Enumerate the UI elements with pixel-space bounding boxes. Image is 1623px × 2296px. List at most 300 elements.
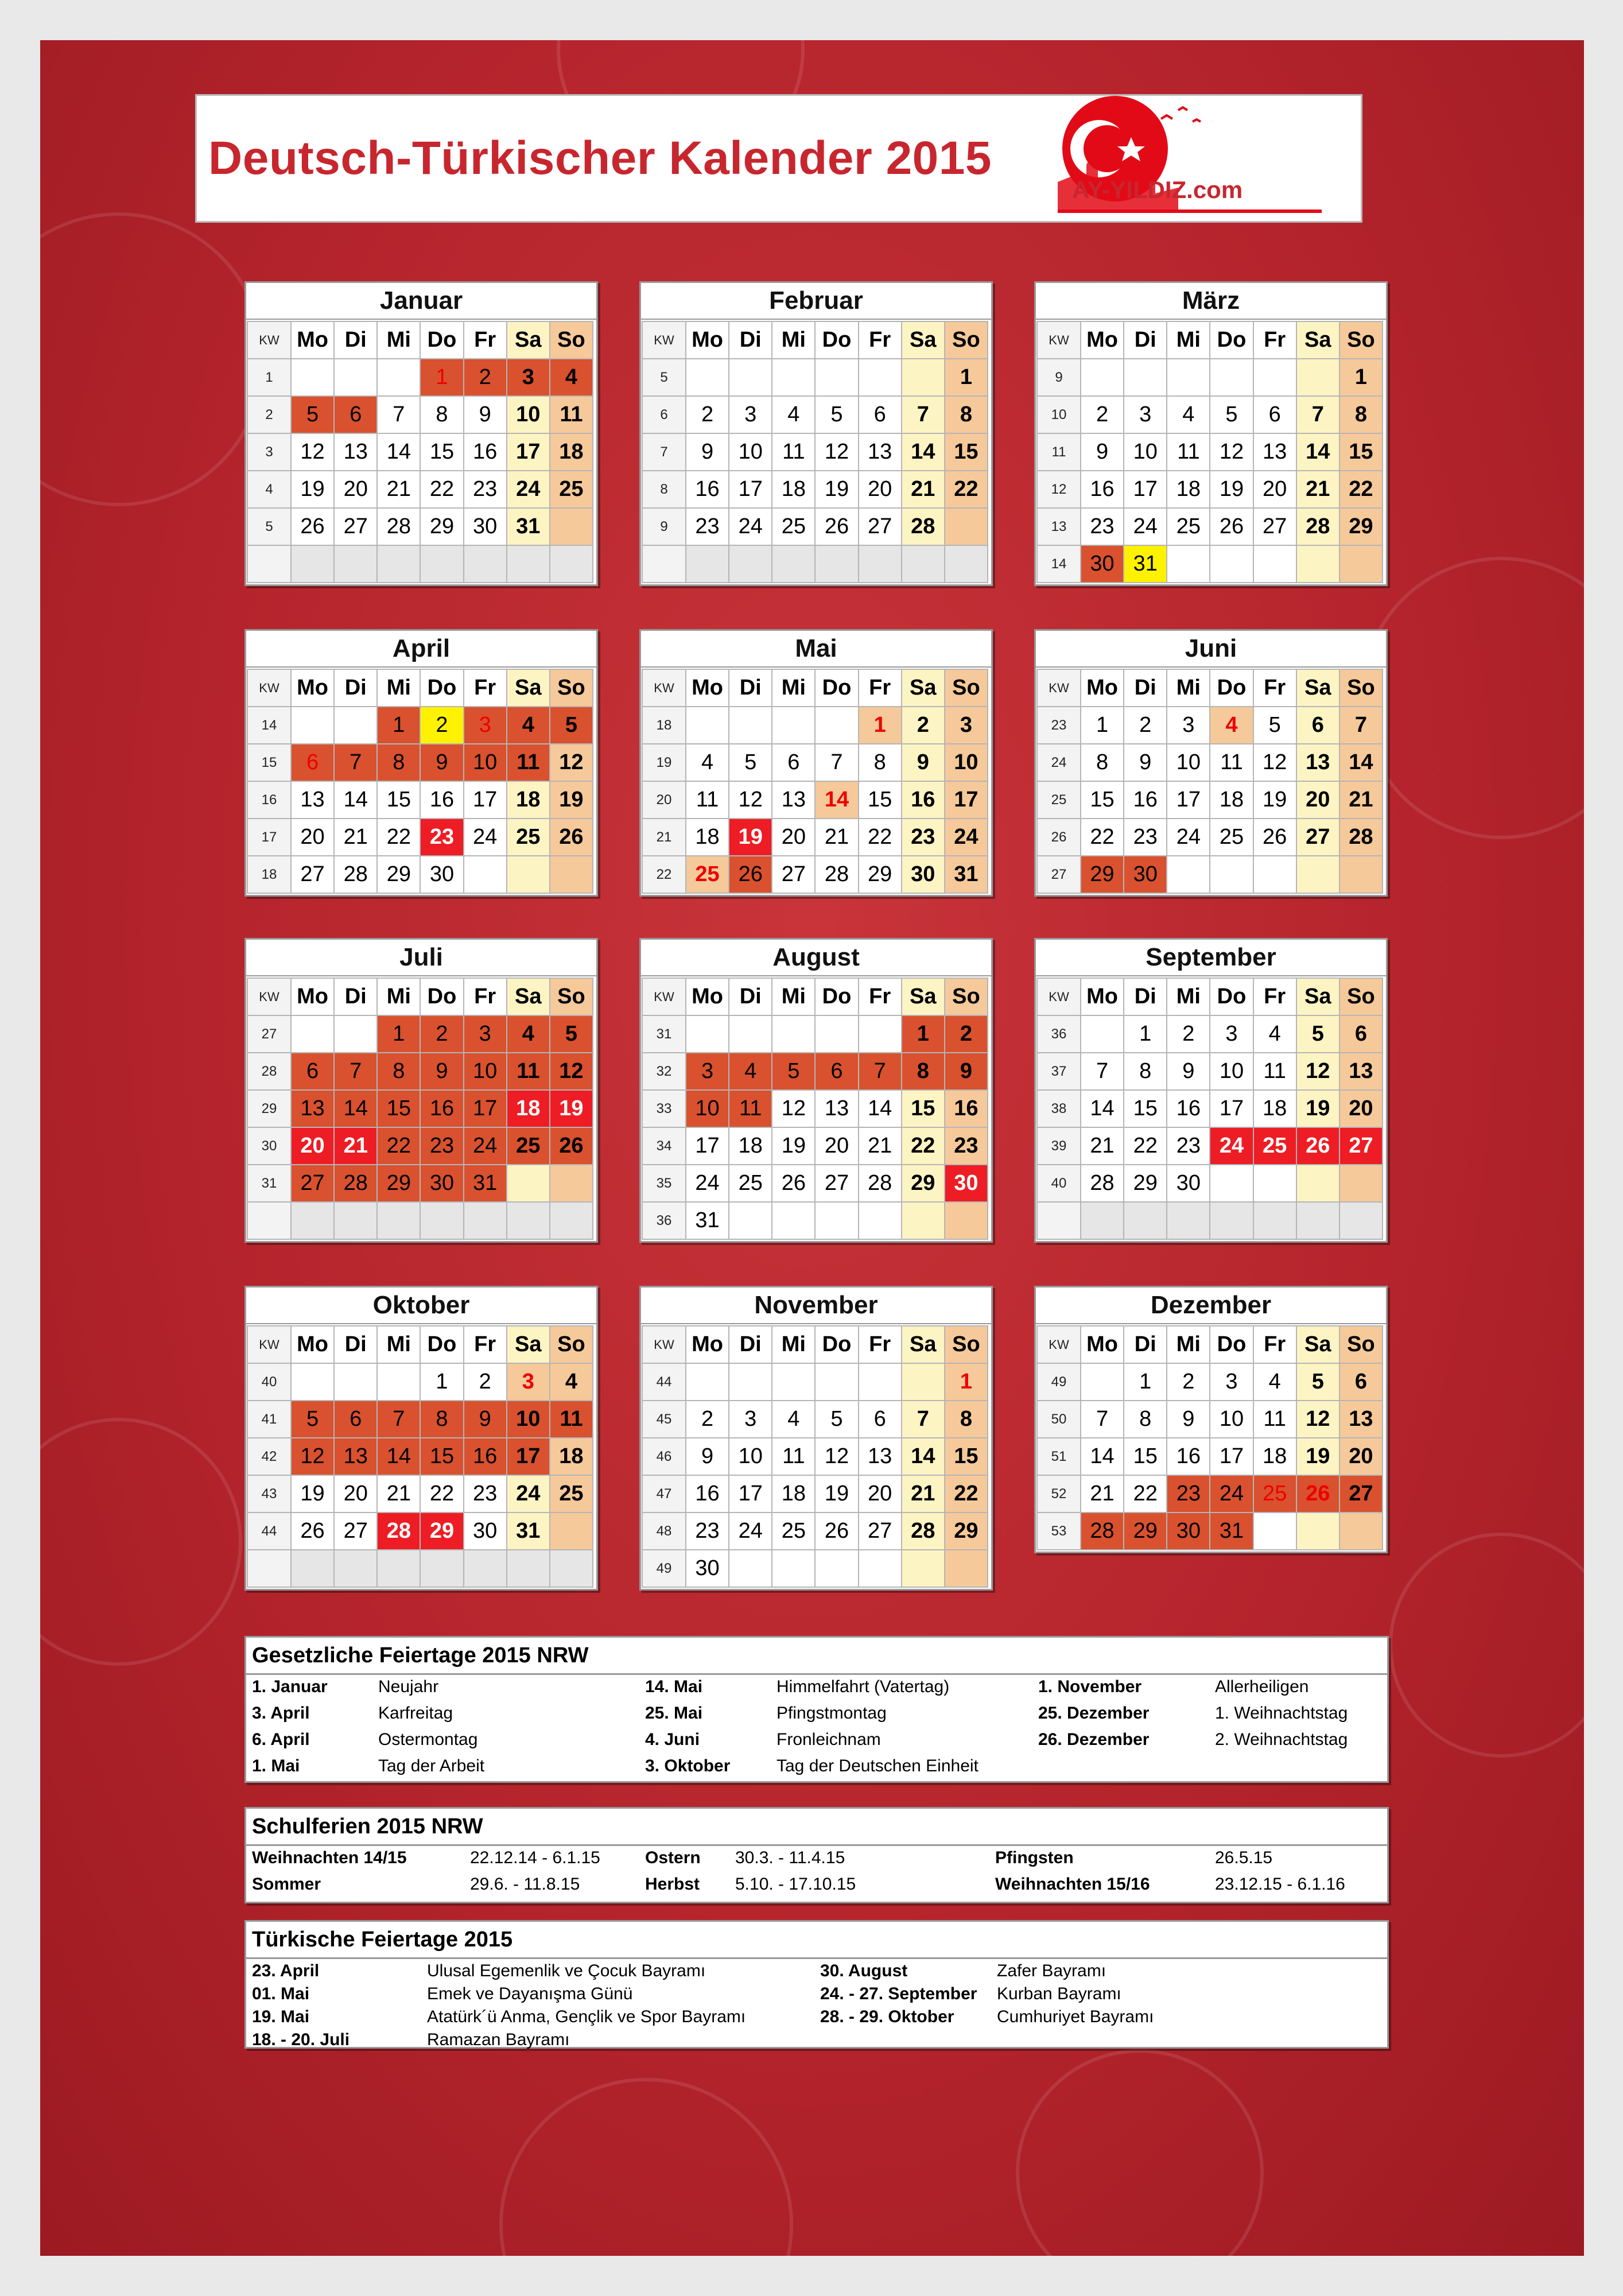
- week-number: 6: [642, 396, 686, 433]
- empty-day-cell: [729, 1363, 772, 1401]
- day-cell: 16: [945, 1090, 988, 1127]
- day-cell: 17: [464, 1090, 507, 1127]
- day-cell: 14: [1296, 433, 1339, 471]
- day-cell: 9: [1167, 1401, 1210, 1438]
- empty-day-cell: [291, 1550, 334, 1587]
- empty-day-cell: [772, 1363, 815, 1401]
- week-number: [1037, 1202, 1081, 1239]
- week-number: 23: [1037, 707, 1081, 744]
- holiday-date: 24. - 27. September: [820, 1984, 977, 2003]
- weekday-header: Mi: [772, 669, 815, 707]
- ornament-swirl: [1389, 1533, 1584, 1758]
- holiday-name: Karfreitag: [378, 1704, 453, 1723]
- empty-day-cell: [729, 1202, 772, 1239]
- day-cell: 10: [464, 744, 507, 781]
- day-cell: 23: [420, 1127, 463, 1165]
- day-cell: 14: [1081, 1090, 1124, 1127]
- weekday-header: Di: [334, 669, 377, 707]
- day-cell: 11: [1253, 1053, 1296, 1090]
- week-number: 11: [1037, 433, 1081, 471]
- weekday-header: Mo: [686, 669, 729, 707]
- day-cell: 7: [377, 1401, 420, 1438]
- day-cell: 25: [1253, 1127, 1296, 1165]
- week-number: 27: [1037, 856, 1081, 893]
- week-number: 37: [1037, 1053, 1081, 1090]
- week-number: [642, 545, 686, 583]
- day-cell: 17: [1124, 471, 1167, 508]
- day-cell: 2: [1081, 396, 1124, 433]
- week-number: 38: [1037, 1090, 1081, 1127]
- empty-day-cell: [1339, 545, 1383, 583]
- week-number: 36: [642, 1202, 686, 1239]
- day-cell: 4: [772, 396, 815, 433]
- day-cell: 23: [464, 1475, 507, 1512]
- week-number: 3: [247, 433, 291, 471]
- holiday-name: Pfingstmontag: [776, 1704, 887, 1723]
- empty-day-cell: [686, 1015, 729, 1053]
- day-cell: 3: [686, 1053, 729, 1090]
- day-cell: 11: [507, 744, 550, 781]
- week-number-header: KW: [247, 1326, 291, 1363]
- day-cell: 29: [420, 508, 463, 545]
- week-number: [247, 1550, 291, 1587]
- week-number: 44: [247, 1512, 291, 1550]
- empty-day-cell: [334, 1202, 377, 1239]
- day-cell: 12: [550, 744, 593, 781]
- holiday-name: 2. Weihnachtstag: [1215, 1730, 1348, 1749]
- weekday-header: Do: [815, 669, 858, 707]
- month-name: Februar: [641, 283, 991, 320]
- week-number: 29: [247, 1090, 291, 1127]
- day-cell: 29: [1339, 508, 1383, 545]
- empty-day-cell: [686, 545, 729, 583]
- week-number: 9: [1037, 359, 1081, 396]
- empty-day-cell: [772, 1202, 815, 1239]
- week-number: 43: [247, 1475, 291, 1512]
- day-cell: 17: [1210, 1438, 1253, 1475]
- holiday-date: 19. Mai: [252, 2007, 310, 2026]
- week-number: 2: [247, 396, 291, 433]
- week-number-header: KW: [642, 321, 686, 359]
- empty-day-cell: [334, 359, 377, 396]
- holiday-name: Cumhuriyet Bayramı: [997, 2007, 1154, 2026]
- day-cell: 18: [772, 471, 815, 508]
- week-number: 7: [642, 433, 686, 471]
- day-cell: 1: [1339, 359, 1383, 396]
- empty-day-cell: [945, 1202, 988, 1239]
- week-number: 14: [1037, 545, 1081, 583]
- weekday-header: Mo: [291, 321, 334, 359]
- day-cell: 29: [420, 1512, 463, 1550]
- weekday-header: Sa: [507, 978, 550, 1015]
- weekday-header: Do: [1210, 321, 1253, 359]
- day-cell: 6: [1339, 1363, 1383, 1401]
- day-cell: 29: [1124, 1512, 1167, 1550]
- empty-day-cell: [1167, 1202, 1210, 1239]
- school-holidays-panel: [244, 1807, 1389, 1903]
- holiday-name: Himmelfahrt (Vatertag): [776, 1677, 950, 1696]
- day-cell: 19: [291, 1475, 334, 1512]
- empty-day-cell: [334, 1015, 377, 1053]
- empty-day-cell: [1339, 1512, 1383, 1550]
- day-cell: 6: [1296, 707, 1339, 744]
- empty-day-cell: [729, 545, 772, 583]
- week-number: 51: [1037, 1438, 1081, 1475]
- ornament-swirl: [1016, 2049, 1264, 2256]
- day-cell: 14: [334, 781, 377, 819]
- weekday-header: Fr: [464, 1326, 507, 1363]
- day-cell: 21: [1081, 1127, 1124, 1165]
- day-cell: 8: [945, 1401, 988, 1438]
- empty-day-cell: [686, 707, 729, 744]
- holiday-name: Tag der Arbeit: [378, 1756, 485, 1775]
- day-cell: 25: [772, 1512, 815, 1550]
- day-cell: 10: [1167, 744, 1210, 781]
- week-number-header: KW: [642, 669, 686, 707]
- day-cell: 29: [902, 1165, 945, 1202]
- day-cell: 11: [772, 1438, 815, 1475]
- empty-day-cell: [1167, 359, 1210, 396]
- empty-day-cell: [291, 1202, 334, 1239]
- day-cell: 6: [334, 396, 377, 433]
- day-cell: 28: [1339, 819, 1383, 856]
- day-cell: 13: [772, 781, 815, 819]
- day-cell: 20: [1339, 1438, 1383, 1475]
- week-number: 21: [642, 819, 686, 856]
- weekday-header: Fr: [1253, 1326, 1296, 1363]
- day-cell: 5: [291, 396, 334, 433]
- day-cell: 28: [377, 508, 420, 545]
- day-cell: 19: [729, 819, 772, 856]
- day-cell: 3: [507, 359, 550, 396]
- day-cell: 4: [772, 1401, 815, 1438]
- holiday-name: Tag der Deutschen Einheit: [776, 1756, 979, 1775]
- day-cell: 4: [507, 1015, 550, 1053]
- day-cell: 6: [291, 744, 334, 781]
- day-cell: 3: [1210, 1363, 1253, 1401]
- day-cell: 28: [334, 1165, 377, 1202]
- day-cell: 17: [729, 471, 772, 508]
- tuerkische-row: [246, 1982, 1387, 2005]
- day-cell: 18: [507, 781, 550, 819]
- day-cell: 23: [902, 819, 945, 856]
- day-cell: 4: [550, 359, 593, 396]
- day-cell: 17: [1167, 781, 1210, 819]
- month-grid: [247, 1325, 593, 1588]
- week-number: 31: [642, 1015, 686, 1053]
- day-cell: 1: [377, 707, 420, 744]
- weekday-header: Mi: [772, 978, 815, 1015]
- day-cell: 2: [1167, 1363, 1210, 1401]
- empty-day-cell: [1296, 1165, 1339, 1202]
- day-cell: 1: [1124, 1363, 1167, 1401]
- day-cell: 28: [1296, 508, 1339, 545]
- weekday-header: Sa: [1296, 1326, 1339, 1363]
- month-november: [639, 1286, 993, 1591]
- day-cell: 10: [464, 1053, 507, 1090]
- empty-day-cell: [772, 545, 815, 583]
- day-cell: 22: [902, 1127, 945, 1165]
- day-cell: 15: [377, 781, 420, 819]
- weekday-header: Mi: [1167, 321, 1210, 359]
- weekday-header: Sa: [507, 321, 550, 359]
- weekday-header: So: [550, 669, 593, 707]
- empty-day-cell: [291, 707, 334, 744]
- weekday-header: Di: [729, 669, 772, 707]
- day-cell: 18: [507, 1090, 550, 1127]
- empty-day-cell: [815, 1015, 858, 1053]
- day-cell: 3: [945, 707, 988, 744]
- week-number: 15: [247, 744, 291, 781]
- holiday-date: Pfingsten: [995, 1848, 1074, 1867]
- empty-day-cell: [859, 1363, 902, 1401]
- week-number: 30: [247, 1127, 291, 1165]
- holiday-date: 18. - 20. Juli: [252, 2030, 350, 2049]
- empty-day-cell: [859, 545, 902, 583]
- weekday-header: So: [550, 1326, 593, 1363]
- empty-day-cell: [550, 1165, 593, 1202]
- month-name: August: [641, 940, 991, 976]
- day-cell: 28: [1081, 1512, 1124, 1550]
- day-cell: 2: [1167, 1015, 1210, 1053]
- weekday-header: Do: [420, 1326, 463, 1363]
- empty-day-cell: [464, 856, 507, 893]
- day-cell: 5: [729, 744, 772, 781]
- day-cell: 1: [377, 1015, 420, 1053]
- day-cell: 17: [464, 781, 507, 819]
- weekday-header: Mo: [686, 1326, 729, 1363]
- month-name: Dezember: [1036, 1287, 1386, 1324]
- day-cell: 24: [945, 819, 988, 856]
- day-cell: 5: [550, 1015, 593, 1053]
- empty-day-cell: [1339, 856, 1383, 893]
- day-cell: 20: [859, 471, 902, 508]
- day-cell: 2: [420, 707, 463, 744]
- week-number: 18: [642, 707, 686, 744]
- empty-day-cell: [420, 545, 463, 583]
- weekday-header: Fr: [859, 321, 902, 359]
- day-cell: 12: [815, 1438, 858, 1475]
- day-cell: 20: [334, 471, 377, 508]
- month-name: September: [1036, 940, 1386, 976]
- day-cell: 4: [686, 744, 729, 781]
- week-number: 22: [642, 856, 686, 893]
- empty-day-cell: [1124, 1202, 1167, 1239]
- day-cell: 22: [1124, 1127, 1167, 1165]
- empty-day-cell: [1253, 1512, 1296, 1550]
- ornament-swirl: [499, 2078, 793, 2256]
- german-holidays-panel: [244, 1636, 1389, 1783]
- week-number: 45: [642, 1401, 686, 1438]
- day-cell: 20: [291, 1127, 334, 1165]
- gesetzliche-row: [246, 1728, 1387, 1754]
- holiday-date: Sommer: [252, 1875, 321, 1894]
- weekday-header: Do: [815, 978, 858, 1015]
- weekday-header: Di: [1124, 669, 1167, 707]
- day-cell: 16: [1124, 781, 1167, 819]
- day-cell: 19: [550, 1090, 593, 1127]
- day-cell: 27: [291, 856, 334, 893]
- empty-day-cell: [334, 545, 377, 583]
- day-cell: 22: [1124, 1475, 1167, 1512]
- day-cell: 15: [1124, 1438, 1167, 1475]
- day-cell: 10: [945, 744, 988, 781]
- weekday-header: Mi: [377, 978, 420, 1015]
- day-cell: 18: [1253, 1438, 1296, 1475]
- day-cell: 25: [550, 471, 593, 508]
- day-cell: 28: [902, 1512, 945, 1550]
- day-cell: 16: [1081, 471, 1124, 508]
- day-cell: 16: [464, 1438, 507, 1475]
- day-cell: 16: [420, 781, 463, 819]
- tuerkische-row: [246, 2028, 1387, 2051]
- day-cell: 25: [550, 1475, 593, 1512]
- week-number: 27: [247, 1015, 291, 1053]
- day-cell: 19: [1296, 1090, 1339, 1127]
- day-cell: 31: [507, 1512, 550, 1550]
- month-september: [1034, 938, 1388, 1243]
- day-cell: 5: [815, 396, 858, 433]
- weekday-header: Mi: [772, 321, 815, 359]
- day-cell: 5: [815, 1401, 858, 1438]
- day-cell: 12: [291, 1438, 334, 1475]
- empty-day-cell: [1253, 359, 1296, 396]
- holiday-date: Weihnachten 15/16: [995, 1875, 1150, 1894]
- empty-day-cell: [815, 359, 858, 396]
- logo-text: AY-YILDIZ.com: [1072, 176, 1243, 203]
- empty-day-cell: [507, 545, 550, 583]
- empty-day-cell: [1339, 1202, 1383, 1239]
- day-cell: 27: [1296, 819, 1339, 856]
- day-cell: 10: [507, 1401, 550, 1438]
- empty-day-cell: [464, 1202, 507, 1239]
- day-cell: 14: [377, 433, 420, 471]
- holiday-date: Herbst: [645, 1875, 700, 1894]
- day-cell: 2: [902, 707, 945, 744]
- day-cell: 27: [1339, 1127, 1383, 1165]
- holiday-name: Kurban Bayramı: [997, 1984, 1121, 2003]
- day-cell: 25: [686, 856, 729, 893]
- holiday-date: 23. April: [252, 1961, 320, 1980]
- day-cell: 10: [1210, 1053, 1253, 1090]
- empty-day-cell: [1253, 1202, 1296, 1239]
- empty-day-cell: [686, 359, 729, 396]
- day-cell: 8: [859, 744, 902, 781]
- day-cell: 6: [859, 1401, 902, 1438]
- day-cell: 28: [815, 856, 858, 893]
- weekday-header: Mi: [1167, 1326, 1210, 1363]
- day-cell: 3: [1210, 1015, 1253, 1053]
- day-cell: 18: [1167, 471, 1210, 508]
- day-cell: 21: [1296, 471, 1339, 508]
- day-cell: 27: [1253, 508, 1296, 545]
- week-number: 17: [247, 819, 291, 856]
- month-august: [639, 938, 993, 1243]
- weekday-header: So: [945, 1326, 988, 1363]
- day-cell: 21: [902, 1475, 945, 1512]
- day-cell: 15: [377, 1090, 420, 1127]
- month-grid: [247, 321, 593, 583]
- week-number-header: KW: [247, 321, 291, 359]
- weekday-header: Do: [420, 321, 463, 359]
- month-grid: [247, 669, 593, 894]
- month-name: Mai: [641, 631, 991, 668]
- weekday-header: Sa: [1296, 321, 1339, 359]
- day-cell: 3: [729, 1401, 772, 1438]
- week-number: 49: [1037, 1363, 1081, 1401]
- day-cell: 1: [1124, 1015, 1167, 1053]
- weekday-header: Do: [420, 669, 463, 707]
- holiday-name: Ulusal Egemenlik ve Çocuk Bayramı: [427, 1961, 706, 1980]
- weekday-header: Sa: [902, 1326, 945, 1363]
- day-cell: 7: [334, 1053, 377, 1090]
- month-name: Juni: [1036, 631, 1386, 668]
- day-cell: 24: [729, 508, 772, 545]
- day-cell: 1: [859, 707, 902, 744]
- day-cell: 15: [859, 781, 902, 819]
- day-cell: 25: [1167, 508, 1210, 545]
- empty-day-cell: [291, 545, 334, 583]
- day-cell: 30: [420, 856, 463, 893]
- day-cell: 10: [1210, 1401, 1253, 1438]
- day-cell: 29: [945, 1512, 988, 1550]
- weekday-header: Fr: [1253, 669, 1296, 707]
- day-cell: 27: [859, 1512, 902, 1550]
- day-cell: 25: [1253, 1475, 1296, 1512]
- day-cell: 30: [420, 1165, 463, 1202]
- day-cell: 24: [507, 1475, 550, 1512]
- day-cell: 7: [1081, 1053, 1124, 1090]
- day-cell: 1: [902, 1015, 945, 1053]
- day-cell: 2: [420, 1015, 463, 1053]
- empty-day-cell: [1296, 1512, 1339, 1550]
- month-name: November: [641, 1287, 991, 1324]
- day-cell: 9: [420, 1053, 463, 1090]
- day-cell: 5: [1296, 1363, 1339, 1401]
- empty-day-cell: [1253, 856, 1296, 893]
- day-cell: 19: [291, 471, 334, 508]
- day-cell: 4: [1253, 1363, 1296, 1401]
- empty-day-cell: [772, 359, 815, 396]
- day-cell: 12: [291, 433, 334, 471]
- day-cell: 21: [377, 471, 420, 508]
- day-cell: 12: [1296, 1053, 1339, 1090]
- weekday-header: Mi: [1167, 669, 1210, 707]
- day-cell: 16: [1167, 1438, 1210, 1475]
- day-cell: 13: [334, 1438, 377, 1475]
- day-cell: 24: [464, 819, 507, 856]
- empty-day-cell: [334, 1363, 377, 1401]
- weekday-header: Sa: [902, 321, 945, 359]
- day-cell: 13: [1296, 744, 1339, 781]
- day-cell: 9: [1081, 433, 1124, 471]
- day-cell: 17: [1210, 1090, 1253, 1127]
- holiday-date: 25. Mai: [645, 1704, 703, 1723]
- weekday-header: Do: [1210, 978, 1253, 1015]
- day-cell: 13: [291, 1090, 334, 1127]
- day-cell: 23: [686, 508, 729, 545]
- weekday-header: Mi: [377, 669, 420, 707]
- day-cell: 20: [1253, 471, 1296, 508]
- holiday-name: 5.10. - 17.10.15: [735, 1875, 856, 1894]
- day-cell: 22: [945, 1475, 988, 1512]
- day-cell: 30: [464, 508, 507, 545]
- day-cell: 10: [729, 433, 772, 471]
- day-cell: 19: [1253, 781, 1296, 819]
- day-cell: 5: [1253, 707, 1296, 744]
- day-cell: 26: [815, 1512, 858, 1550]
- empty-day-cell: [1253, 545, 1296, 583]
